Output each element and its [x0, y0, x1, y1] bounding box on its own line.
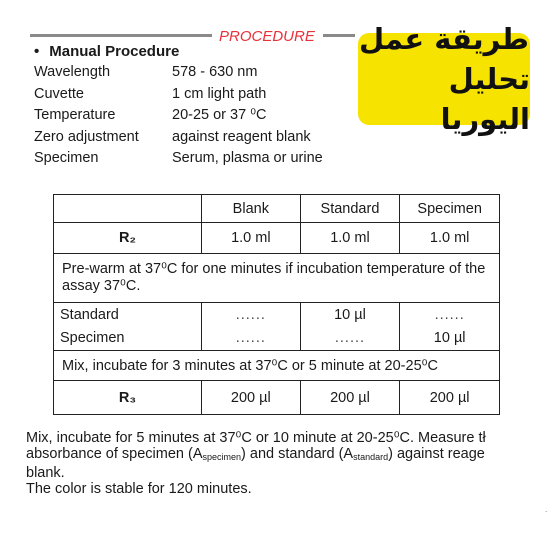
cell-r2-standard: 1.0 ml [300, 223, 400, 254]
prewarm-note: Pre-warm at 37⁰C for one minutes if incubation temperature of the assay 37⁰C. [54, 254, 500, 303]
cell-r3-standard: 200 µl [300, 381, 400, 415]
table-row-mix [54, 351, 500, 381]
param-key: Specimen [34, 150, 99, 166]
arabic-title-box [358, 22, 530, 136]
procedure-title: PROCEDURE [219, 28, 315, 45]
header-cell-standard: Standard [300, 195, 400, 223]
cell-specimen-blank: ...... [201, 327, 300, 351]
table-header-row [54, 195, 500, 223]
parameter-list [34, 64, 323, 172]
param-row-specimen [34, 150, 323, 172]
table-row-standard [54, 303, 500, 327]
procedure-table [53, 194, 500, 415]
cell-r3-specimen: 200 µl [400, 381, 500, 415]
header-rule-left [30, 34, 212, 37]
stray-dot: . [545, 505, 548, 514]
cell-standard-standard: 10 µl [300, 303, 400, 327]
subscript-specimen: specimen [202, 452, 242, 462]
param-key: Wavelength [34, 64, 111, 80]
param-value: 1 cm light path [172, 85, 267, 102]
manual-procedure-title: Manual Procedure [49, 43, 180, 60]
note-line-4: The color is stable for 120 minutes. [26, 481, 252, 497]
note-line-2-b: ) and standard (A [241, 446, 354, 462]
param-row-cuvette [34, 86, 323, 108]
bullet-icon: • [34, 43, 40, 60]
subscript-standard: standard [353, 452, 389, 462]
param-row-temperature [34, 107, 323, 129]
table-row-specimen [54, 327, 500, 351]
cell-standard-blank: ...... [201, 303, 300, 327]
header-cell-blank: Blank [201, 195, 300, 223]
row-label-specimen: Specimen [54, 327, 202, 351]
row-label-r2: R₂ [54, 223, 202, 254]
cell-r3-blank: 200 µl [201, 381, 300, 415]
table-row-r3 [54, 381, 500, 415]
cell-r2-blank: 1.0 ml [201, 223, 300, 254]
cell-specimen-specimen: 10 µl [400, 327, 500, 351]
row-label-r3: R₃ [54, 381, 202, 415]
param-key: Cuvette [34, 85, 84, 102]
note-line-3: blank. [26, 465, 65, 481]
manual-procedure-heading [34, 43, 179, 60]
cell-specimen-standard: ...... [300, 327, 400, 351]
cell-r2-specimen: 1.0 ml [400, 223, 500, 254]
note-line-2-c: ) against reage [388, 446, 485, 462]
note-line-2-a: absorbance of specimen (A [26, 446, 203, 462]
param-value: Serum, plasma or urine [172, 150, 323, 166]
measurement-note [26, 430, 518, 497]
arabic-title-line-1: طريقة عمل [359, 22, 529, 56]
table-row-prewarm [54, 254, 500, 303]
param-row-wavelength [34, 64, 323, 86]
param-value: against reagent blank [172, 128, 311, 145]
arabic-title-line-2: تحليل اليوريا [440, 62, 530, 136]
param-key: Temperature [34, 107, 116, 123]
header-cell-empty [54, 195, 202, 223]
param-row-zero-adjustment [34, 129, 323, 151]
row-label-standard: Standard [54, 303, 202, 327]
param-value: 20-25 or 37 ⁰C [172, 107, 267, 123]
param-value: 578 - 630 nm [172, 64, 258, 80]
header-rule-right [323, 34, 355, 37]
table-row-r2 [54, 223, 500, 254]
mix-note: Mix, incubate for 3 minutes at 37⁰C or 5 minute at 20-25⁰C [54, 351, 500, 381]
param-key: Zero adjustment [34, 128, 139, 145]
cell-standard-specimen: ...... [400, 303, 500, 327]
header-cell-specimen: Specimen [400, 195, 500, 223]
note-line-1: Mix, incubate for 5 minutes at 37⁰C or 10 minute at 20-25⁰C. Measure tł [26, 430, 486, 446]
note-line-2 [26, 446, 518, 465]
